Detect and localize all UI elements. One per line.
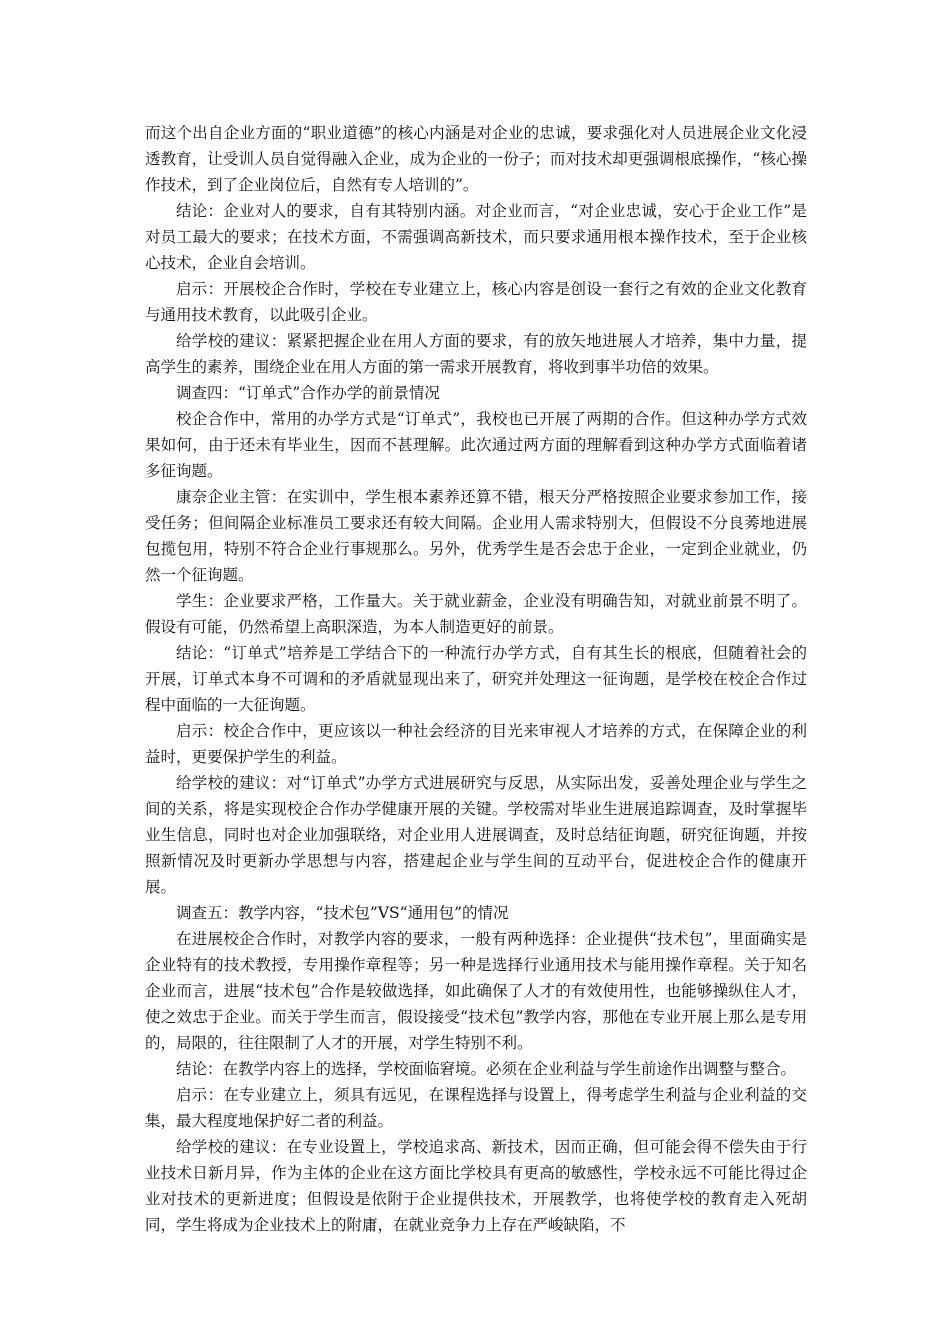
paragraph-suggestion-5: 给学校的建议：在专业设置上，学校追求高、新技术，因而正确，但可能会得不偿失由于行业技术日新月异，作为主体的企业在这方面比学校具有更高的敏感性，学校永远不可能比得过企业对技术的更新进度；但假设是依附于企业提供技术，开展教学，也将使学校的教育走入死胡同，学生将成为企业技术上的附庸，在就业竞争力上存在严峻缺陷，不: [145, 1138, 807, 1234]
paragraph-continuation: 而这个出自企业方面的“职业道德”的核心内涵是对企业的忠诚，要求强化对人员进展企业文化浸透教育，让受训人员自觉得融入企业，成为企业的一份子；而对技术却更强调根底操作，“核心操作技术，到了企业岗位后，自然有专人培训的”。: [145, 124, 807, 194]
paragraph-insight-5: 启示：在专业建立上，须具有远见，在课程选择与设置上，得考虑学生利益与企业利益的交集，最大程度地保护好二者的利益。: [145, 1086, 807, 1130]
section-heading-survey-4: 调查四：“订单式”合作办学的前景情况: [176, 384, 440, 402]
section-heading-survey-5: 调查五：教学内容，“技术包”VS“通用包”的情况: [176, 904, 509, 922]
paragraph-survey-4-intro: 校企合作中，常用的办学方式是“订单式”，我校也已开展了两期的合作。但这种办学方式效果如何，由于还未有毕业生，因而不甚理解。此次通过两方面的理解看到这种办学方式面临着诸多征询题。: [145, 410, 807, 480]
paragraph-conclusion-3: 结论：企业对人的要求，自有其特别内涵。对企业而言，“对企业忠诚，安心于企业工作”是对员工最大的要求；在技术方面，不需强调高新技术，而只要求通用根本操作技术，至于企业核心技术，企业自会培训。: [145, 202, 807, 272]
paragraph-insight-3: 启示：开展校企合作时，学校在专业建立上，核心内容是创设一套行之有效的企业文化教育与通用技术教育，以此吸引企业。: [145, 280, 807, 324]
paragraph-students: 学生：企业要求严格，工作量大。关于就业薪金，企业没有明确告知，对就业前景不明了。假设有可能，仍然希望上高职深造，为本人制造更好的前景。: [145, 592, 807, 636]
paragraph-conclusion-5: 结论：在教学内容上的选择，学校面临窘境。必须在企业利益与学生前途作出调整与整合。: [176, 1060, 797, 1078]
document-page: [145, 120, 807, 1238]
paragraph-survey-5-intro: 在进展校企合作时，对教学内容的要求，一般有两种选择：企业提供“技术包”，里面确实是企业特有的技术教授，专用操作章程等；另一种是选择行业通用技术与能用操作章程。关于知名企业而言，进展“技术包”合作是较做选择，如此确保了人才的有效使用性，也能够操纵住人才，使之效忠于企业。而关于学生而言，假设接受“技术包”教学内容，那他在专业开展上那么是专用的，局限的，往往限制了人才的开展，对学生特别不利。: [145, 930, 807, 1052]
paragraph-suggestion-4: 给学校的建议：对“订单式”办学方式进展研究与反思，从实际出发，妥善处理企业与学生之间的关系，将是实现校企合作办学健康开展的关键。学校需对毕业生进展追踪调查，及时掌握毕业生信息，同时也对企业加强联络，对企业用人进展调查，及时总结征询题，研究征询题，并按照新情况及时更新办学思想与内容，搭建起企业与学生间的互动平台，促进校企合作的健康开展。: [145, 774, 807, 896]
paragraph-conclusion-4: 结论：“订单式”培养是工学结合下的一种流行办学方式，自有其生长的根底，但随着社会的开展，订单式本身不可调和的矛盾就显现出来了，研究并处理这一征询题，是学校在校企合作过程中面临的一大征询题。: [145, 644, 807, 714]
paragraph-company-manager: 康奈企业主管：在实训中，学生根本素养还算不错，根天分严格按照企业要求参加工作，接受任务；但间隔企业标准员工要求还有较大间隔。企业用人需求特别大，但假设不分良莠地进展包揽包用，特别不符合企业行事规那么。另外，优秀学生是否会忠于企业，一定到企业就业，仍然一个征询题。: [145, 488, 807, 584]
paragraph-suggestion-3: 给学校的建议：紧紧把握企业在用人方面的要求，有的放矢地进展人才培养，集中力量，提高学生的素养，围绕企业在用人方面的第一需求开展教育，将收到事半功倍的效果。: [145, 332, 807, 376]
paragraph-insight-4: 启示：校企合作中，更应该以一种社会经济的目光来审视人才培养的方式，在保障企业的利益时，更要保护学生的利益。: [145, 722, 807, 766]
